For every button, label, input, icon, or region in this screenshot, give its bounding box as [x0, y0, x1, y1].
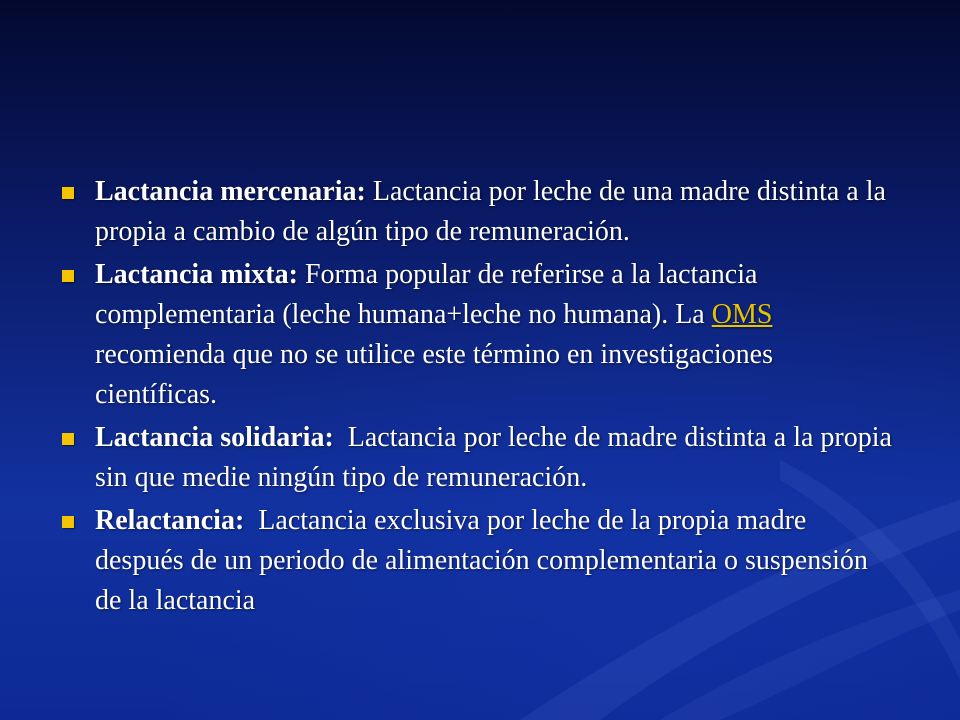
- slide-content: [60, 172, 900, 624]
- bullet-lactancia-mercenaria: [60, 172, 900, 252]
- term-definition-part1: Forma popular de referirse a la lactancia complementaria (leche humana+leche no humana). La: [95, 259, 758, 330]
- definition-list: [60, 172, 900, 621]
- bullet-lactancia-solidaria: [60, 418, 900, 498]
- square-bullet-icon: [62, 270, 74, 282]
- square-bullet-icon: [62, 516, 74, 528]
- term-label: Lactancia mixta:: [95, 259, 298, 290]
- term-label: Lactancia solidaria:: [95, 422, 334, 453]
- term-label: Lactancia mercenaria:: [95, 176, 366, 207]
- square-bullet-icon: [62, 187, 74, 199]
- term-definition: Lactancia exclusiva por leche de la propia madre después de un periodo de alimentación complementaria o suspensión de la lactancia: [95, 505, 875, 616]
- bullet-relactancia: [60, 501, 900, 621]
- term-definition: Lactancia por leche de una madre distinta a la propia a cambio de algún tipo de remuneración.: [95, 176, 886, 247]
- oms-link[interactable]: OMS: [711, 299, 773, 330]
- term-definition: Lactancia por leche de madre distinta a la propia sin que medie ningún tipo de remuneración.: [95, 422, 899, 493]
- bullet-lactancia-mixta: [60, 255, 900, 415]
- term-definition-part2: recomienda que no se utilice este término en investigaciones científicas.: [95, 339, 773, 410]
- square-bullet-icon: [62, 433, 74, 445]
- term-label: Relactancia:: [95, 505, 245, 536]
